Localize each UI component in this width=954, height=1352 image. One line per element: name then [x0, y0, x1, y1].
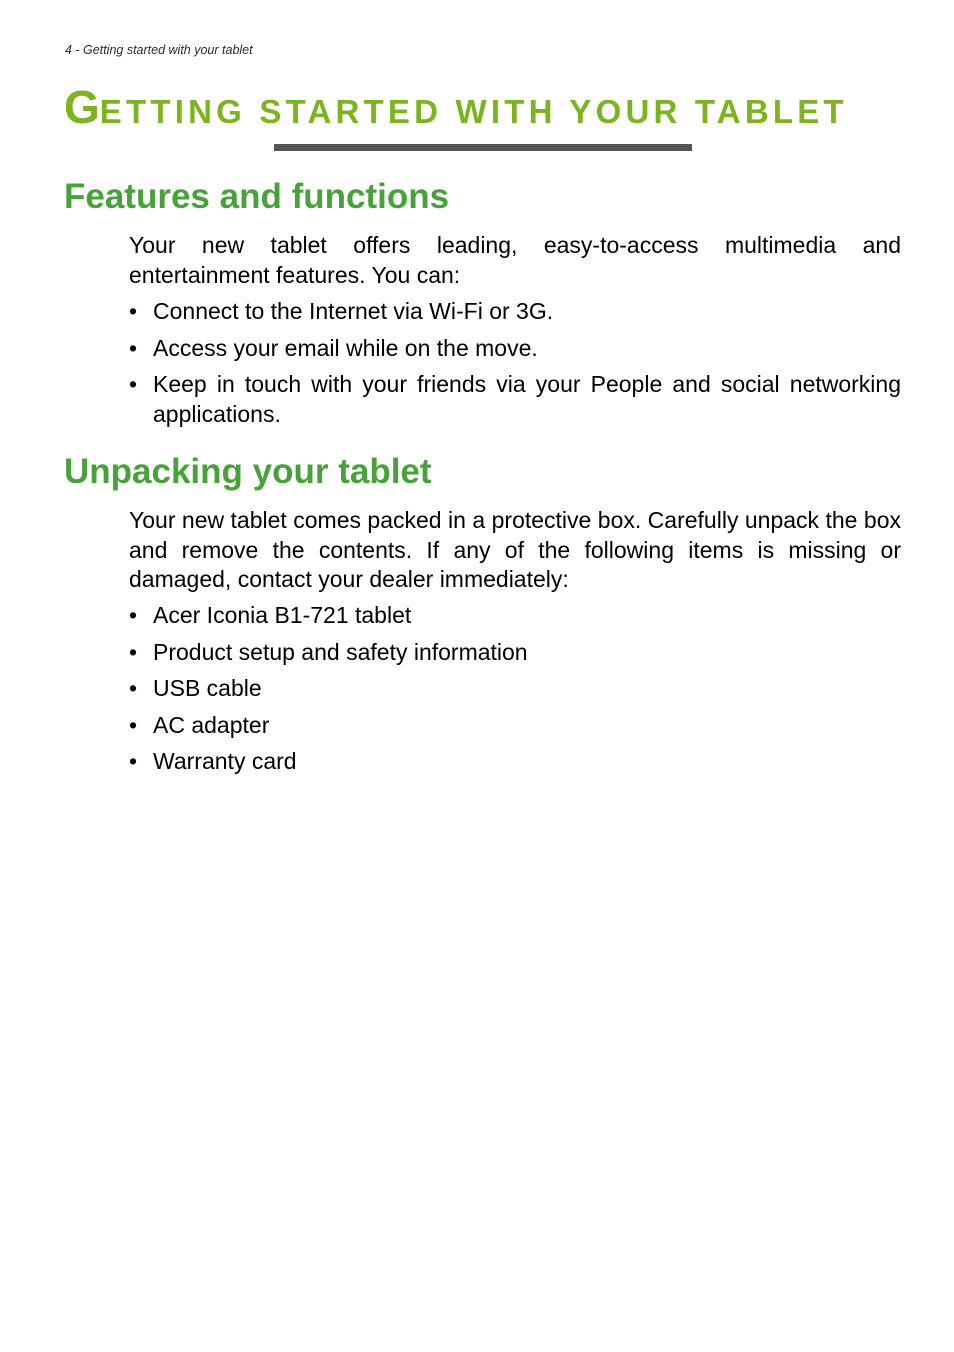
bullet-icon: • — [129, 371, 138, 397]
list-item-text: USB cable — [153, 675, 262, 701]
chapter-title-rest: ETTING STARTED WITH YOUR TABLET — [99, 93, 848, 130]
bullet-icon: • — [129, 602, 138, 628]
list-item-text: Connect to the Internet via Wi-Fi or 3G. — [153, 298, 554, 324]
chapter-title-initial: G — [64, 81, 100, 133]
section-heading-unpacking: Unpacking your tablet — [64, 452, 432, 491]
list-item — [129, 674, 901, 704]
chapter-divider — [274, 144, 692, 151]
list-item-text: Keep in touch with your friends via your People and social networking applications. — [153, 371, 901, 427]
list-item-text: Warranty card — [153, 748, 297, 774]
list-item-text: AC adapter — [153, 711, 270, 738]
features-intro-paragraph: Your new tablet offers leading, easy-to-access multimedia and entertainment features. You can: — [129, 232, 901, 288]
list-item-text: Product setup and safety information — [153, 638, 528, 665]
bullet-icon: • — [129, 334, 138, 361]
list-item — [129, 370, 901, 429]
list-item — [129, 638, 901, 668]
list-item-text: Access your email while on the move. — [153, 334, 538, 361]
section-heading-features: Features and functions — [64, 177, 450, 216]
running-header: 4 - Getting started with your tablet — [65, 43, 253, 57]
unpacking-intro-paragraph: Your new tablet comes packed in a protective box. Carefully unpack the box and remove the contents. If any of the following items is missing or damaged, contact your dealer immediately: — [129, 507, 901, 592]
bullet-icon: • — [129, 298, 138, 324]
bullet-icon: • — [129, 711, 138, 738]
package-contents-list — [129, 601, 901, 784]
features-list — [129, 297, 901, 436]
list-item — [129, 297, 901, 327]
list-item — [129, 334, 901, 364]
list-item — [129, 747, 901, 777]
bullet-icon: • — [129, 748, 138, 774]
chapter-title — [64, 81, 848, 133]
list-item — [129, 601, 901, 631]
list-item-text: Acer Iconia B1-721 tablet — [153, 602, 412, 628]
bullet-icon: • — [129, 638, 138, 665]
bullet-icon: • — [129, 675, 138, 701]
list-item — [129, 711, 901, 741]
